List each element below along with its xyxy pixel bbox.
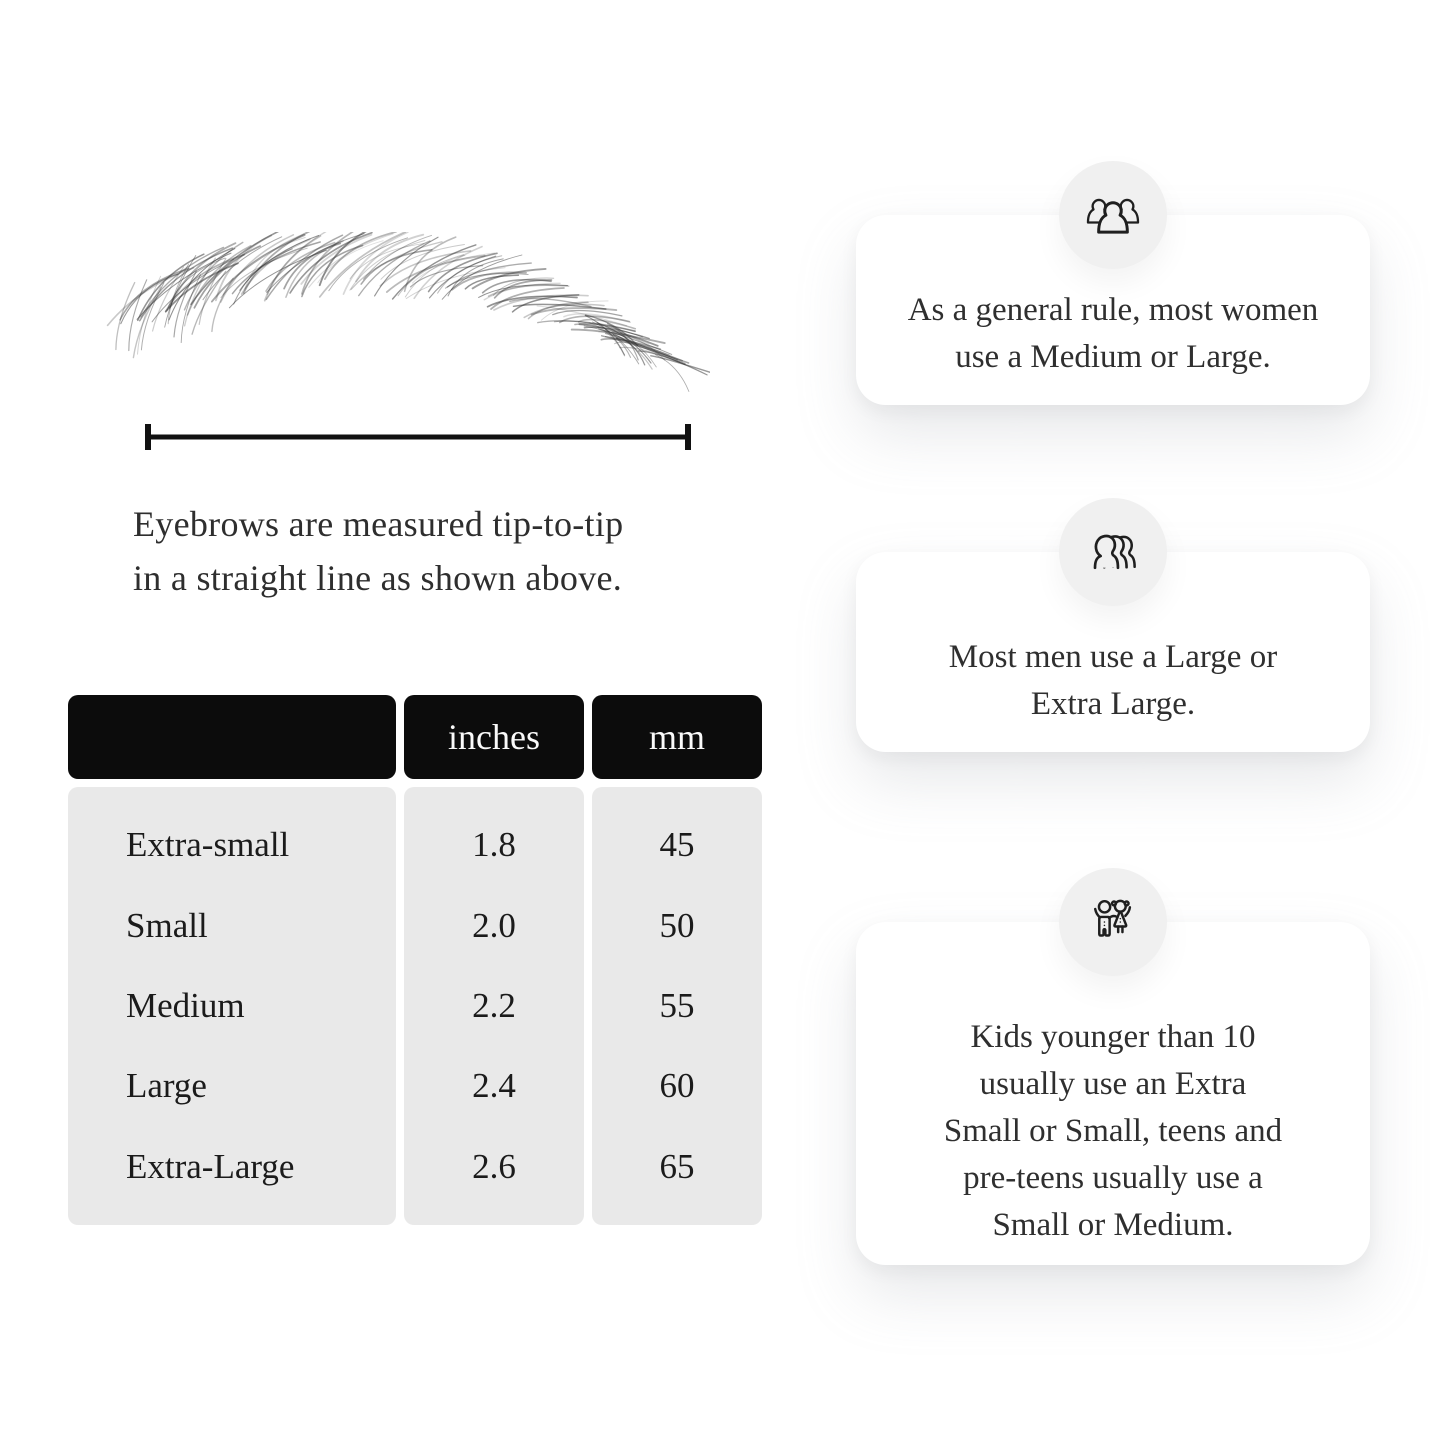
header-cell-blank (68, 695, 396, 779)
header-mm-label: mm (648, 717, 705, 757)
table-cell-inches: 2.6 (472, 1146, 516, 1186)
card-women-icon-badge (1059, 161, 1167, 269)
header-cell-inches (404, 695, 584, 779)
table-cell-inches: 2.4 (472, 1066, 516, 1106)
caption-line-1: Eyebrows are measured tip-to-tip (133, 504, 624, 544)
header-inches-label: inches (448, 717, 540, 757)
table-cell-mm: 45 (659, 825, 695, 865)
card-kids-line-1: Kids younger than 10 (970, 1019, 1256, 1055)
men-group-icon (1086, 525, 1140, 579)
table-cell-mm: 65 (659, 1146, 695, 1186)
card-men-icon-badge (1059, 498, 1167, 606)
mm-column (592, 787, 762, 1225)
card-women-text (908, 287, 1319, 381)
table-cell-inches: 2.0 (472, 905, 516, 945)
eyebrow-illustration (100, 232, 710, 402)
caption-line-2: in a straight line as shown above. (133, 558, 623, 598)
kids-icon (1086, 895, 1140, 949)
card-kids-line-5: Small or Medium. (992, 1207, 1234, 1243)
table-row-label: Extra-Large (126, 1146, 295, 1186)
table-row-label: Medium (126, 986, 245, 1026)
size-table-body (68, 779, 762, 1225)
card-men-line-1: Most men use a Large or (948, 639, 1278, 675)
table-cell-mm: 60 (659, 1066, 695, 1106)
table-row-label: Small (126, 905, 208, 945)
card-women-line-2: use a Medium or Large. (955, 339, 1271, 375)
card-kids-icon-badge (1059, 868, 1167, 976)
women-group-icon (1086, 188, 1140, 242)
header-cell-mm (592, 695, 762, 779)
size-table-header-row (68, 695, 762, 779)
card-kids-line-2: usually use an Extra (979, 1066, 1247, 1102)
table-cell-inches: 2.2 (472, 986, 516, 1026)
card-men-line-2: Extra Large. (1030, 686, 1196, 722)
table-row-label: Large (126, 1066, 207, 1106)
inches-column (404, 787, 584, 1225)
card-kids-line-4: pre-teens usually use a (963, 1160, 1263, 1196)
table-cell-mm: 50 (659, 905, 695, 945)
card-kids-text (944, 1014, 1282, 1249)
card-women-line-1: As a general rule, most women (907, 292, 1319, 328)
table-row-label: Extra-small (126, 825, 290, 865)
size-table (68, 695, 762, 1225)
table-cell-inches: 1.8 (472, 825, 516, 865)
size-label-column (68, 787, 396, 1225)
measurement-caption (133, 497, 753, 605)
card-men-text (949, 634, 1277, 728)
measurement-line (140, 418, 700, 456)
table-cell-mm: 55 (659, 986, 695, 1026)
card-kids-line-3: Small or Small, teens and (943, 1113, 1283, 1149)
